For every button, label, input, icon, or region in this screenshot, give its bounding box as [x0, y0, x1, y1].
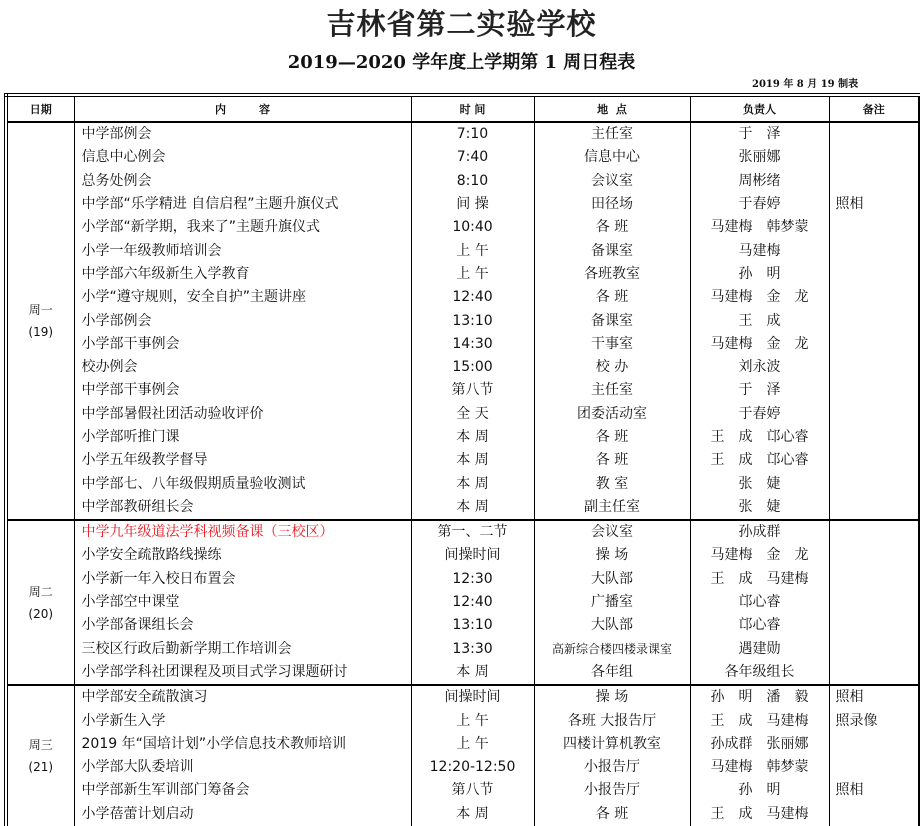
- time-cell: 13:10: [411, 614, 534, 637]
- place-cell: 副主任室: [534, 496, 690, 520]
- note-cell: [829, 122, 919, 146]
- place-cell: 备课室: [534, 239, 690, 262]
- schedule-table: [4, 93, 920, 826]
- header-content: 内 容: [74, 95, 411, 122]
- person-cell: 孙 明: [690, 263, 829, 286]
- note-cell: 照相: [829, 685, 919, 709]
- content-cell: 小学一年级教师培训会: [74, 239, 411, 262]
- place-cell: 各 班: [534, 803, 690, 826]
- content-cell: 中学九年级道法学科视频备课（三校区）: [74, 520, 411, 544]
- note-cell: [829, 614, 919, 637]
- content-cell: 2019 年“国培计划”小学信息技术教师培训: [74, 733, 411, 756]
- person-cell: 王 成 马建梅: [690, 568, 829, 591]
- time-cell: 本 周: [411, 426, 534, 449]
- header-date: 日期: [6, 95, 74, 122]
- note-cell: [829, 520, 919, 544]
- place-cell: 各 班: [534, 286, 690, 309]
- person-cell: 孙 明 潘 毅: [690, 685, 829, 709]
- time-cell: 10:40: [411, 216, 534, 239]
- person-cell: 王 成 马建梅: [690, 803, 829, 826]
- place-cell: 团委活动室: [534, 403, 690, 426]
- content-cell: 小学五年级教学督导: [74, 449, 411, 472]
- table-row: [6, 591, 919, 614]
- note-cell: [829, 146, 919, 169]
- note-cell: [829, 356, 919, 379]
- time-cell: 13:30: [411, 638, 534, 661]
- table-row: [6, 356, 919, 379]
- day-number: (20): [28, 606, 54, 621]
- table-row: [6, 568, 919, 591]
- note-cell: 照相: [829, 779, 919, 802]
- made-date: 2019 年 8 月 19 制表: [752, 79, 859, 90]
- person-cell: 刘永波: [690, 356, 829, 379]
- day-label: 周一: [28, 303, 53, 318]
- person-cell: 于春婷: [690, 193, 829, 216]
- person-cell: 邙心睿: [690, 591, 829, 614]
- time-cell: 12:30: [411, 568, 534, 591]
- table-row: [6, 756, 919, 779]
- table-row: [6, 333, 919, 356]
- content-cell: 小学部空中课堂: [74, 591, 411, 614]
- content-cell: 小学部“新学期，我来了”主题升旗仪式: [74, 216, 411, 239]
- time-cell: 上 午: [411, 709, 534, 732]
- table-row: [6, 449, 919, 472]
- schedule-body: [6, 122, 919, 826]
- place-cell: 大队部: [534, 614, 690, 637]
- header-time: 时 间: [411, 95, 534, 122]
- place-cell: 主任室: [534, 122, 690, 146]
- time-cell: 间操时间: [411, 544, 534, 567]
- place-cell: 干事室: [534, 333, 690, 356]
- note-cell: [829, 170, 919, 193]
- content-cell: 中学部“乐学精进 自信启程”主题升旗仪式: [74, 193, 411, 216]
- place-cell: 校 办: [534, 356, 690, 379]
- person-cell: 周彬绪: [690, 170, 829, 193]
- content-cell: 小学部例会: [74, 309, 411, 332]
- table-row: [6, 472, 919, 495]
- day-cell: [6, 122, 74, 520]
- place-cell: 会议室: [534, 520, 690, 544]
- note-cell: 照相: [829, 193, 919, 216]
- note-cell: [829, 496, 919, 520]
- person-cell: 于 泽: [690, 122, 829, 146]
- person-cell: 王 成: [690, 309, 829, 332]
- day-label: 周三: [28, 738, 53, 753]
- day-cell: [6, 520, 74, 685]
- person-cell: 孙成群 张丽娜: [690, 733, 829, 756]
- table-row: [6, 122, 919, 146]
- person-cell: 王 成 邙心睿: [690, 449, 829, 472]
- table-row: [6, 239, 919, 262]
- note-cell: [829, 403, 919, 426]
- time-cell: 全 天: [411, 403, 534, 426]
- content-cell: 小学安全疏散路线操练: [74, 544, 411, 567]
- person-cell: 马建梅 金 龙: [690, 333, 829, 356]
- note-cell: [829, 216, 919, 239]
- table-row: [6, 614, 919, 637]
- note-cell: [829, 426, 919, 449]
- place-cell: 田径场: [534, 193, 690, 216]
- header-note: 备注: [829, 95, 919, 122]
- place-cell: 四楼计算机教室: [534, 733, 690, 756]
- person-cell: 马建梅: [690, 239, 829, 262]
- content-cell: 小学蓓蕾计划启动: [74, 803, 411, 826]
- content-cell: 小学新生入学: [74, 709, 411, 732]
- note-cell: [829, 263, 919, 286]
- content-cell: 中学部安全疏散演习: [74, 685, 411, 709]
- time-cell: 上 午: [411, 239, 534, 262]
- content-cell: 中学部干事例会: [74, 379, 411, 402]
- place-cell: 小报告厅: [534, 756, 690, 779]
- content-cell: 小学部学科社团课程及项目式学习课题研讨: [74, 661, 411, 685]
- note-cell: [829, 661, 919, 685]
- content-cell: 中学部新生军训部门筹备会: [74, 779, 411, 802]
- table-row: [6, 638, 919, 661]
- note-cell: [829, 286, 919, 309]
- person-cell: 邙心睿: [690, 614, 829, 637]
- person-cell: 遇建勋: [690, 638, 829, 661]
- content-cell: 中学部例会: [74, 122, 411, 146]
- place-cell: 会议室: [534, 170, 690, 193]
- time-cell: 间操时间: [411, 685, 534, 709]
- note-cell: [829, 638, 919, 661]
- time-cell: 7:10: [411, 122, 534, 146]
- table-row: [6, 661, 919, 685]
- place-cell: 教 室: [534, 472, 690, 495]
- content-cell: 中学部教研组长会: [74, 496, 411, 520]
- time-cell: 上 午: [411, 263, 534, 286]
- place-cell: 操 场: [534, 685, 690, 709]
- time-cell: 14:30: [411, 333, 534, 356]
- table-row: [6, 520, 919, 544]
- note-cell: [829, 756, 919, 779]
- table-row: [6, 544, 919, 567]
- content-cell: 小学部大队委培训: [74, 756, 411, 779]
- table-row: [6, 403, 919, 426]
- table-row: [6, 193, 919, 216]
- time-cell: 本 周: [411, 472, 534, 495]
- time-cell: 第一、二节: [411, 520, 534, 544]
- time-cell: 第八节: [411, 779, 534, 802]
- place-cell: 主任室: [534, 379, 690, 402]
- time-cell: 15:00: [411, 356, 534, 379]
- day-number: (21): [28, 760, 54, 775]
- person-cell: 各年级组长: [690, 661, 829, 685]
- content-cell: 小学部干事例会: [74, 333, 411, 356]
- table-row: [6, 685, 919, 709]
- place-cell: 小报告厅: [534, 779, 690, 802]
- content-cell: 小学新一年入校日布置会: [74, 568, 411, 591]
- place-cell: 各 班: [534, 449, 690, 472]
- place-cell: 大队部: [534, 568, 690, 591]
- note-cell: [829, 472, 919, 495]
- time-cell: 13:10: [411, 309, 534, 332]
- person-cell: 马建梅 金 龙: [690, 286, 829, 309]
- time-cell: 本 周: [411, 449, 534, 472]
- content-cell: 中学部六年级新生入学教育: [74, 263, 411, 286]
- content-cell: 校办例会: [74, 356, 411, 379]
- note-cell: 照录像: [829, 709, 919, 732]
- person-cell: 孙 明: [690, 779, 829, 802]
- person-cell: 王 成 邙心睿: [690, 426, 829, 449]
- place-cell: 各班教室: [534, 263, 690, 286]
- table-row: [6, 286, 919, 309]
- day-number: (19): [28, 325, 54, 340]
- time-cell: 7:40: [411, 146, 534, 169]
- person-cell: 于春婷: [690, 403, 829, 426]
- schedule-subtitle: 2019—2020 学年度上学期第 1 周日程表: [287, 52, 636, 73]
- content-cell: 中学部暑假社团活动验收评价: [74, 403, 411, 426]
- time-cell: 12:40: [411, 591, 534, 614]
- time-cell: 本 周: [411, 496, 534, 520]
- content-cell: 信息中心例会: [74, 146, 411, 169]
- person-cell: 王 成 马建梅: [690, 709, 829, 732]
- time-cell: 12:40: [411, 286, 534, 309]
- person-cell: 张 婕: [690, 496, 829, 520]
- table-row: [6, 733, 919, 756]
- place-cell: 各年组: [534, 661, 690, 685]
- place-cell: 高新综合楼四楼录课室: [534, 638, 690, 661]
- school-title: 吉林省第二实验学校: [326, 7, 597, 41]
- time-cell: 本 周: [411, 661, 534, 685]
- person-cell: 马建梅 韩梦蒙: [690, 216, 829, 239]
- place-cell: 各 班: [534, 216, 690, 239]
- note-cell: [829, 379, 919, 402]
- person-cell: 张 婕: [690, 472, 829, 495]
- table-row: [6, 309, 919, 332]
- time-cell: 间 操: [411, 193, 534, 216]
- place-cell: 备课室: [534, 309, 690, 332]
- time-cell: 12:20-12:50: [411, 756, 534, 779]
- content-cell: 三校区行政后勤新学期工作培训会: [74, 638, 411, 661]
- table-row: [6, 170, 919, 193]
- day-cell: [6, 685, 74, 826]
- content-cell: 中学部七、八年级假期质量验收测试: [74, 472, 411, 495]
- note-cell: [829, 568, 919, 591]
- table-row: [6, 426, 919, 449]
- table-row: [6, 216, 919, 239]
- table-row: [6, 496, 919, 520]
- place-cell: 操 场: [534, 544, 690, 567]
- table-row: [6, 146, 919, 169]
- day-label: 周二: [28, 584, 53, 599]
- person-cell: 马建梅 韩梦蒙: [690, 756, 829, 779]
- person-cell: 孙成群: [690, 520, 829, 544]
- person-cell: 马建梅 金 龙: [690, 544, 829, 567]
- note-cell: [829, 803, 919, 826]
- place-cell: 信息中心: [534, 146, 690, 169]
- content-cell: 小学部听推门课: [74, 426, 411, 449]
- table-row: [6, 709, 919, 732]
- time-cell: 本 周: [411, 803, 534, 826]
- content-cell: 小学“遵守规则，安全自护”主题讲座: [74, 286, 411, 309]
- time-cell: 8:10: [411, 170, 534, 193]
- person-cell: 张丽娜: [690, 146, 829, 169]
- note-cell: [829, 239, 919, 262]
- time-cell: 上 午: [411, 733, 534, 756]
- content-cell: 小学部备课组长会: [74, 614, 411, 637]
- table-row: [6, 379, 919, 402]
- table-row: [6, 779, 919, 802]
- header-place: 地 点: [534, 95, 690, 122]
- note-cell: [829, 733, 919, 756]
- note-cell: [829, 449, 919, 472]
- note-cell: [829, 309, 919, 332]
- note-cell: [829, 333, 919, 356]
- table-row: [6, 803, 919, 826]
- table-row: [6, 263, 919, 286]
- place-cell: 各班 大报告厅: [534, 709, 690, 732]
- place-cell: 广播室: [534, 591, 690, 614]
- time-cell: 第八节: [411, 379, 534, 402]
- content-cell: 总务处例会: [74, 170, 411, 193]
- place-cell: 各 班: [534, 426, 690, 449]
- note-cell: [829, 591, 919, 614]
- note-cell: [829, 544, 919, 567]
- table-header-row: [6, 95, 919, 122]
- person-cell: 于 泽: [690, 379, 829, 402]
- header-person: 负责人: [690, 95, 829, 122]
